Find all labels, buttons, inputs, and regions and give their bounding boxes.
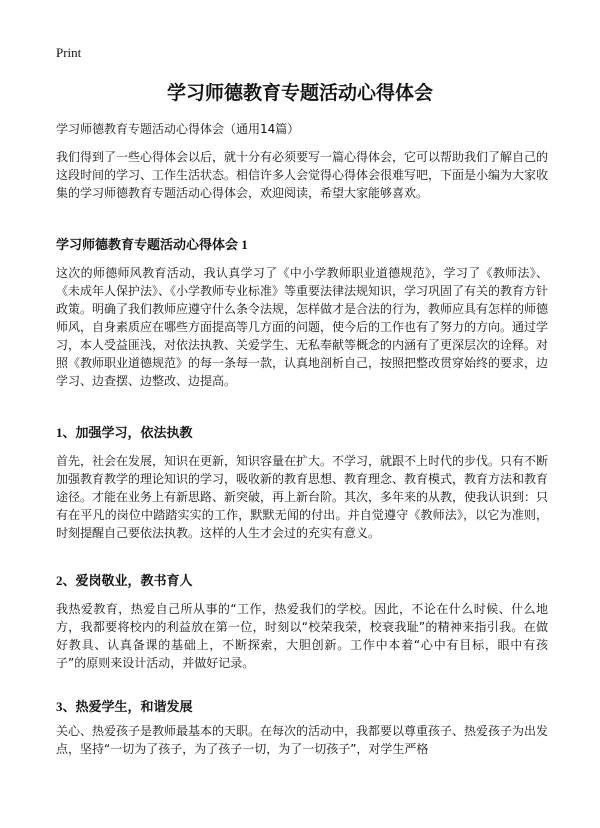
subheading-2: 2、爱岗敬业，教书育人 bbox=[56, 573, 193, 588]
body-paragraph-4: 关心、热爱孩子是教师最基本的天职。在每次的活动中，我都要以尊重孩子、热爱孩子为出发点，坚持“一切为了孩子，为了孩子一切，为了一切孩子”，对学生严格 bbox=[56, 724, 549, 756]
document-subtitle: 学习师德教育专题活动心得体会（通用14篇） bbox=[56, 122, 300, 136]
intro-paragraph: 我们得到了一些心得体会以后，就十分有必须要写一篇心得体会，它可以帮助我们了解自己的这段时间的学习、工作生活状态。相信许多人会觉得心得体会很难写吧，下面是小编为大家收集的学习师德教育专题活动心得体会，欢迎阅读，希望大家能够喜欢。 bbox=[56, 150, 549, 200]
body-paragraph-2: 首先，社会在发展，知识在更新，知识容量在扩大。不学习，就跟不上时代的步伐。只有不断加强教育教学的理论知识的学习，吸收新的教育思想、教育理念、教育模式，教育方法和教育途径。才能在业务上有新思路、新突破，再上新台阶。其次，多年来的从教，使我认识到：只有在平凡的岗位中踏踏实实的工作，默默无闻的付出。并自觉遵守《教师法》，以它为准则，时刻提醒自己要依法执教。这样的人生才会过的充实有意义。 bbox=[56, 454, 549, 540]
print-link[interactable]: Print bbox=[56, 45, 82, 60]
subheading-3: 3、热爱学生，和谐发展 bbox=[56, 699, 193, 714]
document-title: 学习师德教育专题活动心得体会 bbox=[166, 82, 433, 104]
body-paragraph-3: 我热爱教育，热爱自己所从事的“工作，热爱我们的学校。因此，不论在什么时候、什么地方，我都要将校内的利益放在第一位，时刻以“校荣我荣，校衰我耻”的精神来指引我。在做好教具、认真备课的基础上，不断探索，大胆创新。工作中本着“心中有目标，眼中有孩子”的原则来设计活动，并做好记录。 bbox=[56, 602, 548, 670]
subheading-1: 1、加强学习，依法执教 bbox=[56, 425, 193, 440]
body-paragraph-1: 这次的师德师风教育活动，我认真学习了《中小学教师职业道德规范》，学习了《教师法》、《未成年人保护法》、《小学教师专业标准》等重要法律法规知识，学习巩固了有关的教育方针政策。明确了我们教师应遵守什么条令法规，怎样做才是合法的行为，教师应具有怎样的师德师风，自身素质应在哪些方面提高等几方面的问题，使今后的工作也有了努力的方向。通过学习，本人受益匪浅，对依法执教、关爱学生、无私奉献等概念的内涵有了更深层次的诠释。对照《教师职业道德规范》的每一条每一款，认真地剖析自己，按照把整改贯穿始终的要求，边学习、边查摆、边整改、边提高。 bbox=[56, 266, 549, 388]
section-heading: 学习师德教育专题活动心得体会 1 bbox=[56, 237, 248, 252]
